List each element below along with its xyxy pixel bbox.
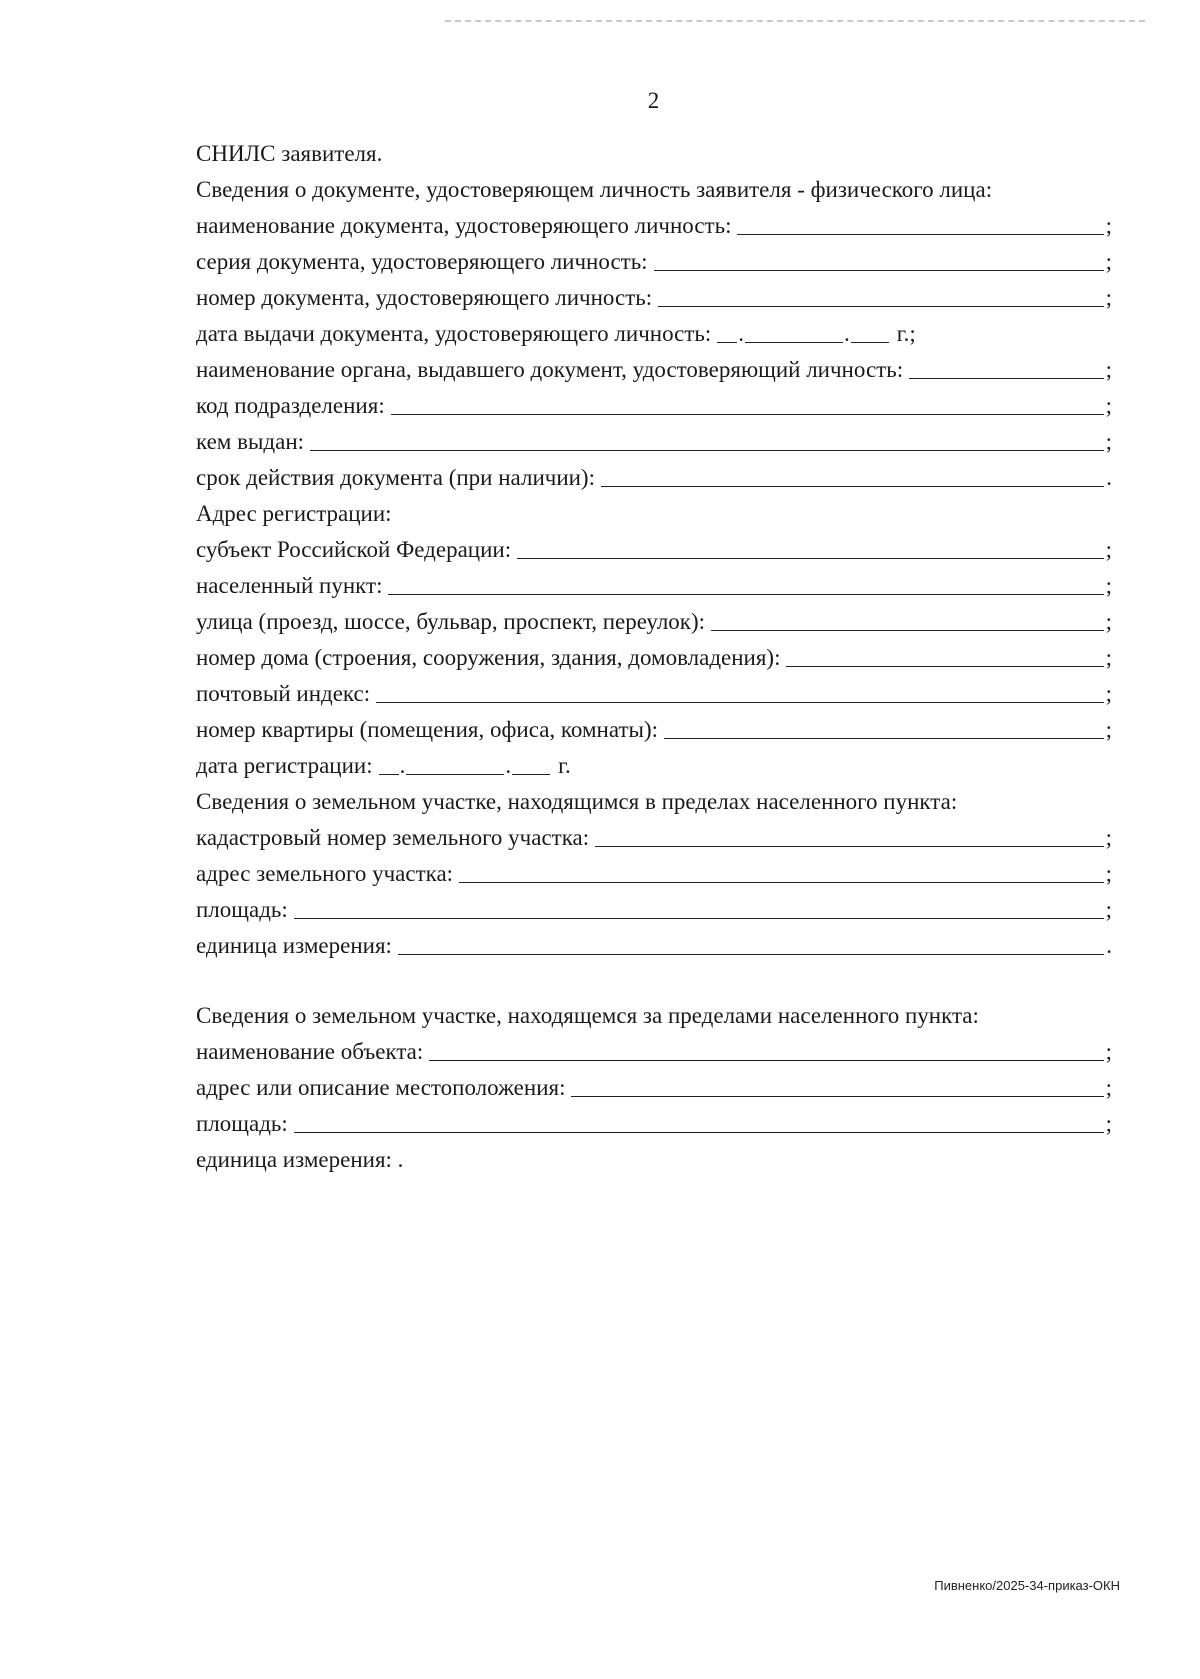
doc-name-field[interactable] — [737, 212, 1103, 235]
unit-label: единица измерения: — [196, 933, 392, 958]
semicolon: ; — [1105, 717, 1112, 742]
validity-row — [196, 460, 1112, 496]
settlement-field[interactable] — [388, 572, 1103, 595]
postcode-label: почтовый индекс: — [196, 681, 371, 706]
reg-year-field[interactable] — [512, 752, 550, 775]
semicolon: ; — [1105, 681, 1112, 706]
division-code-label: код подразделения: — [196, 393, 385, 418]
semicolon: ; — [1105, 1039, 1112, 1064]
land-outside-header — [196, 998, 1112, 1034]
issued-by-label: кем выдан: — [196, 429, 305, 454]
issuer-name-label: наименование органа, выдавшего документ, удостоверяющий личность: — [196, 357, 904, 382]
apartment-row — [196, 712, 1112, 748]
doc-issue-date-label: дата выдачи документа, удостоверяющего личность: — [196, 321, 712, 346]
snils-label: СНИЛС заявителя. — [196, 141, 383, 166]
year-suffix: г.; — [896, 321, 916, 346]
division-code-field[interactable] — [391, 392, 1104, 415]
doc-number-label: номер документа, удостоверяющего личность: — [196, 285, 653, 310]
date-separator: . — [399, 753, 406, 778]
semicolon: ; — [1105, 429, 1112, 454]
issuer-name-row — [196, 352, 1112, 388]
semicolon: ; — [1105, 1075, 1112, 1100]
semicolon: ; — [1105, 609, 1112, 634]
cadastral-label: кадастровый номер земельного участка: — [196, 825, 590, 850]
validity-label: срок действия документа (при наличии): — [196, 465, 595, 490]
semicolon: ; — [1105, 825, 1112, 850]
area-label: площадь: — [196, 897, 288, 922]
land-address-row — [196, 856, 1112, 892]
issue-year-field[interactable] — [851, 320, 889, 343]
page-number: 2 — [647, 88, 660, 113]
location-field[interactable] — [571, 1074, 1103, 1097]
location-row — [196, 1070, 1112, 1106]
apartment-label: номер квартиры (помещения, офиса, комнаты): — [196, 717, 658, 742]
id-doc-section-header — [196, 172, 1112, 208]
cadastral-row — [196, 820, 1112, 856]
area-field[interactable] — [294, 1110, 1104, 1133]
semicolon: ; — [1105, 1111, 1112, 1136]
semicolon: ; — [1105, 897, 1112, 922]
reg-day-field[interactable] — [379, 752, 399, 775]
semicolon: ; — [1105, 393, 1112, 418]
area-row-1 — [196, 892, 1112, 928]
unit-row-2 — [196, 1142, 1112, 1178]
postcode-field[interactable] — [376, 680, 1103, 703]
semicolon: ; — [1105, 213, 1112, 238]
area-label: площадь: — [196, 1111, 288, 1136]
year-suffix: г. — [558, 753, 571, 778]
scan-edge-artifact — [445, 20, 1145, 22]
cadastral-field[interactable] — [595, 824, 1103, 847]
date-separator: . — [505, 753, 512, 778]
doc-series-label: серия документа, удостоверяющего личность: — [196, 249, 648, 274]
street-label: улица (проезд, шоссе, бульвар, проспект, переулок): — [196, 609, 706, 634]
semicolon: ; — [1105, 249, 1112, 274]
doc-series-row — [196, 244, 1112, 280]
reg-date-row — [196, 748, 1112, 784]
semicolon: ; — [1105, 861, 1112, 886]
reg-address-header — [196, 496, 1112, 532]
apartment-field[interactable] — [664, 716, 1104, 739]
unit-label: единица измерения: . — [196, 1147, 404, 1172]
semicolon: ; — [1105, 645, 1112, 670]
land-inside-header-text: Сведения о земельном участке, находящимся в пределах населенного пункта: — [196, 789, 958, 814]
semicolon: ; — [1105, 573, 1112, 598]
object-name-label: наименование объекта: — [196, 1039, 424, 1064]
land-outside-header-text: Сведения о земельном участке, находящемся за пределами населенного пункта: — [196, 1003, 979, 1028]
object-name-field[interactable] — [429, 1038, 1103, 1061]
issue-day-field[interactable] — [717, 320, 737, 343]
validity-field[interactable] — [601, 464, 1104, 487]
doc-name-label: наименование документа, удостоверяющего личность: — [196, 213, 732, 238]
object-name-row — [196, 1034, 1112, 1070]
area-field[interactable] — [294, 896, 1104, 919]
land-address-field[interactable] — [459, 860, 1104, 883]
reg-month-field[interactable] — [406, 752, 504, 775]
division-code-row — [196, 388, 1112, 424]
land-inside-header — [196, 784, 1112, 820]
date-separator: . — [738, 321, 745, 346]
house-field[interactable] — [786, 644, 1103, 667]
doc-series-field[interactable] — [654, 248, 1104, 271]
period: . — [1106, 465, 1112, 490]
document-reference: Пивненко/2025-34-приказ-ОКН — [934, 1578, 1120, 1593]
section-gap — [196, 964, 1112, 998]
location-label: адрес или описание местоположения: — [196, 1075, 566, 1100]
issue-month-field[interactable] — [745, 320, 843, 343]
semicolon: ; — [1105, 537, 1112, 562]
subject-rf-label: субъект Российской Федерации: — [196, 537, 512, 562]
id-doc-header-text: Сведения о документе, удостоверяющем личность заявителя - физического лица: — [196, 177, 993, 202]
issued-by-field[interactable] — [310, 428, 1104, 451]
postcode-row — [196, 676, 1112, 712]
street-field[interactable] — [711, 608, 1104, 631]
period: . — [1106, 933, 1112, 958]
unit-field[interactable] — [398, 932, 1104, 955]
doc-name-row — [196, 208, 1112, 244]
snils-line — [196, 136, 1112, 172]
settlement-label: населенный пункт: — [196, 573, 383, 598]
land-address-label: адрес земельного участка: — [196, 861, 454, 886]
street-row — [196, 604, 1112, 640]
semicolon: ; — [1105, 285, 1112, 310]
date-separator: . — [844, 321, 850, 346]
doc-issue-date-row — [196, 316, 1112, 352]
subject-rf-row — [196, 532, 1112, 568]
area-row-2 — [196, 1106, 1112, 1142]
form-body — [196, 136, 1112, 1178]
house-label: номер дома (строения, сооружения, здания, домовладения): — [196, 645, 781, 670]
subject-rf-field[interactable] — [517, 536, 1103, 559]
unit-row-1 — [196, 928, 1112, 964]
reg-address-header-text: Адрес регистрации: — [196, 501, 392, 526]
doc-number-field[interactable] — [658, 284, 1103, 307]
doc-number-row — [196, 280, 1112, 316]
issuer-name-field[interactable] — [909, 356, 1104, 379]
reg-date-label: дата регистрации: — [196, 753, 373, 778]
issued-by-row — [196, 424, 1112, 460]
semicolon: ; — [1105, 357, 1112, 382]
settlement-row — [196, 568, 1112, 604]
house-row — [196, 640, 1112, 676]
